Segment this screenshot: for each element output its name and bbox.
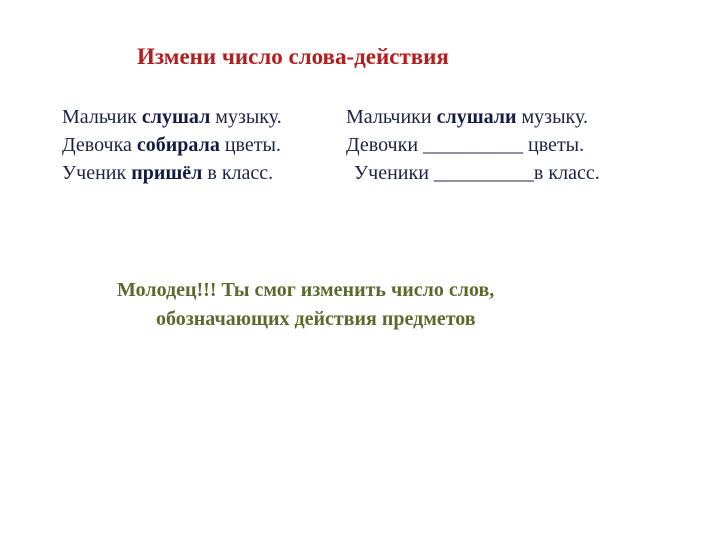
verb: собирала <box>136 134 220 156</box>
noun: Мальчики <box>346 106 437 128</box>
noun: Ученик <box>62 162 132 184</box>
rest: в класс. <box>202 162 274 184</box>
plural-sentence <box>354 162 600 185</box>
sentence-row <box>0 162 720 190</box>
noun: Ученики <box>354 162 434 184</box>
sentence-row <box>0 106 720 134</box>
praise-line-2: обозначающих действия предметов <box>156 308 476 330</box>
noun: Девочка <box>62 134 137 156</box>
singular-sentence <box>62 134 281 157</box>
verb: слушал <box>141 106 211 128</box>
sentence-pairs <box>0 106 720 190</box>
verb: пришёл <box>131 162 203 184</box>
slide-title: Измени число слова-действия <box>137 44 449 69</box>
plural-sentence <box>346 106 588 129</box>
rest: цветы. <box>219 134 281 156</box>
sentence-row <box>0 134 720 162</box>
rest: в класс. <box>533 162 600 184</box>
answer-blank[interactable]: __________ <box>423 134 524 156</box>
singular-sentence <box>62 162 273 185</box>
noun: Мальчик <box>62 106 142 128</box>
answer-blank[interactable]: __________ <box>433 162 534 184</box>
noun: Девочки <box>346 134 424 156</box>
singular-sentence <box>62 106 282 129</box>
rest: цветы. <box>523 134 585 156</box>
plural-sentence <box>346 134 584 157</box>
rest: музыку. <box>210 106 282 128</box>
verb: слушали <box>436 106 517 128</box>
rest: музыку. <box>516 106 588 128</box>
praise-line-1: Молодец!!! Ты смог изменить число слов, <box>117 279 495 301</box>
